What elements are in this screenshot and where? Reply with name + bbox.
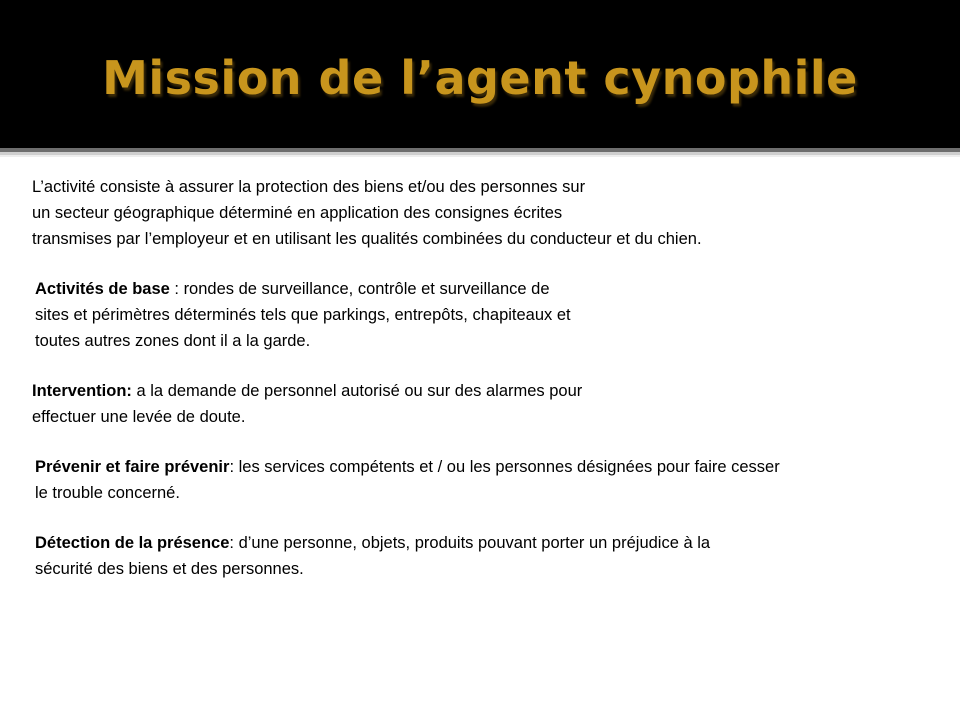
- prevention-label: Prévenir et faire prévenir: [35, 458, 230, 476]
- detection-paragraph: [32, 530, 932, 582]
- base-activities-label: Activités de base: [35, 280, 170, 298]
- intervention-text: a la demande de personnel autorisé ou sur des alarmes pour effectuer une levée de doute.: [32, 382, 583, 426]
- base-activities-text: : rondes de surveillance, contrôle et surveillance de sites et périmètres déterminés tels que parkings, entrepôts, chapiteaux et toutes autres zones dont il a la garde.: [35, 280, 571, 350]
- intro-paragraph: [32, 174, 932, 252]
- slide-body: [32, 174, 932, 606]
- detection-text: : d’une personne, objets, produits pouvant porter un préjudice à la sécurité des biens et des personnes.: [35, 534, 711, 578]
- base-activities-paragraph: [32, 276, 932, 354]
- intro-text: L’activité consiste à assurer la protection des biens et/ou des personnes sur un secteur géographique déterminé en application des consignes écrites transmises par l’employeur et en utilisant les qualités combinées du conducteur et du chien.: [32, 178, 702, 248]
- header-divider-fade: [0, 155, 960, 157]
- title-banner: [0, 0, 960, 148]
- prevention-text: : les services compétents et / ou les personnes désignées pour faire cesser le trouble concerné.: [35, 458, 780, 502]
- detection-label: Détection de la présence: [35, 534, 230, 552]
- intervention-label: Intervention:: [32, 382, 132, 400]
- slide-title: Mission de l’agent cynophile: [102, 51, 858, 105]
- prevention-paragraph: [32, 454, 932, 506]
- intervention-paragraph: [32, 378, 932, 430]
